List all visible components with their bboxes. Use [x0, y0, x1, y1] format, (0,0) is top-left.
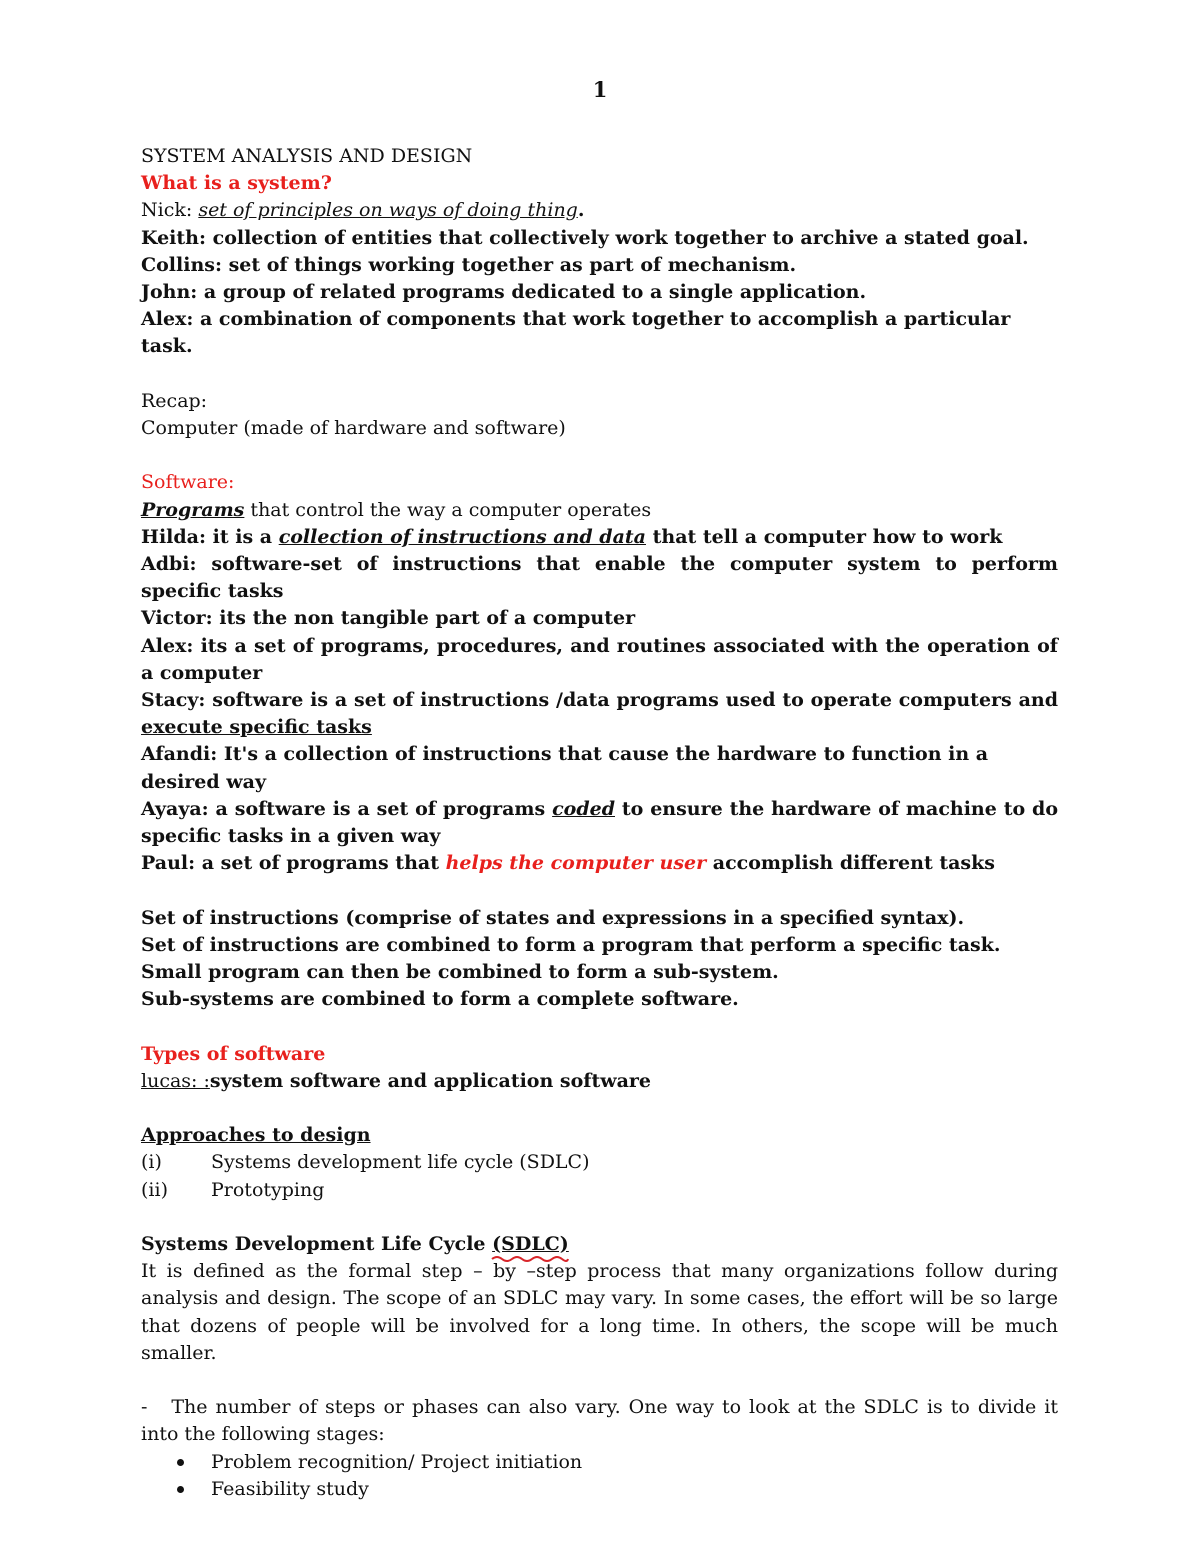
- keith-definition: Keith: collection of entities that collectively work together to archive a stated goal.: [141, 226, 1029, 249]
- document-body: [141, 143, 1065, 1503]
- nick-name: Nick:: [141, 199, 193, 222]
- approach-text: Prototyping: [211, 1178, 325, 1201]
- ayaya-definition: [141, 796, 1058, 850]
- ayaya-pre: Ayaya: a software is a set of programs: [141, 797, 553, 820]
- stage-text: Feasibility study: [211, 1477, 369, 1500]
- spacer: [141, 1095, 1058, 1122]
- instruction-line: Sub-systems are combined to form a complete software.: [141, 988, 739, 1011]
- stage-text: Problem recognition/ Project initiation: [211, 1450, 583, 1473]
- sdlc-definition: It is defined as the formal step – by –step process that many organizations follow during analysis and design. The scope of an SDLC may vary. In some cases, the effort will be so large that dozens of people will be involved for a long time. In others, the scope will be much smaller.: [141, 1260, 1058, 1364]
- instruction-line: Set of instructions are combined to form a program that perform a specific task.: [141, 933, 1001, 956]
- programs-word: Programs: [141, 498, 245, 521]
- spacer: [141, 361, 1058, 388]
- paul-highlight: helps the computer user: [445, 852, 707, 875]
- programs-rest: that control the way a computer operates: [244, 498, 652, 521]
- nick-text: set of principles on ways of doing thing: [198, 199, 578, 222]
- approach-number: (i): [141, 1151, 162, 1174]
- bullet-icon: [141, 1449, 211, 1476]
- page-number: 1: [592, 77, 608, 102]
- document-title: SYSTEM ANALYSIS AND DESIGN: [141, 145, 473, 167]
- bullet-icon: [141, 1476, 211, 1503]
- alex-software-definition: Alex: its a set of programs, procedures, and routines associated with the operation of a computer: [141, 634, 1058, 684]
- lucas-text: system software and application software: [209, 1069, 651, 1092]
- software-heading: Software:: [141, 471, 235, 494]
- instruction-line: Set of instructions (comprise of states and expressions in a specified syntax).: [141, 906, 965, 929]
- spellcheck-squiggle: [490, 1255, 570, 1263]
- recap-label: Recap:: [141, 389, 208, 412]
- spacer: [141, 1204, 1058, 1231]
- types-heading: Types of software: [141, 1042, 326, 1065]
- spacer: [141, 442, 1058, 469]
- paul-definition: [141, 850, 1058, 877]
- approach-item: [141, 1177, 1058, 1204]
- spacer: [141, 1013, 1058, 1040]
- stage-item: [141, 1449, 1058, 1476]
- approach-number: (ii): [141, 1178, 168, 1201]
- spacer: [141, 1367, 1058, 1394]
- alex-definition: Alex: a combination of components that work together to accomplish a particular task.: [141, 308, 1011, 358]
- lucas-name: lucas: :: [141, 1069, 210, 1092]
- nick-definition: [141, 197, 1058, 224]
- approach-text: Systems development life cycle (SDLC): [211, 1151, 590, 1174]
- hilda-definition: [141, 524, 1058, 551]
- ayaya-emphasis: coded: [552, 797, 615, 820]
- hilda-pre: Hilda: it is a: [141, 525, 279, 548]
- sdlc-heading: [141, 1231, 1058, 1258]
- lucas-line: [141, 1068, 1058, 1095]
- afandi-definition: Afandi: It's a collection of instructions that cause the hardware to function in a desired way: [141, 743, 989, 793]
- approach-item: [141, 1149, 1058, 1176]
- sdlc-heading-text: Systems Development Life Cycle: [141, 1233, 493, 1256]
- stacy-pre: Stacy: software is a set of instructions /data programs used to operate computers and: [141, 689, 1058, 712]
- hilda-emphasis: collection of instructions and data: [278, 525, 646, 548]
- stage-item: [141, 1476, 1058, 1503]
- collins-definition: Collins: set of things working together as part of mechanism.: [141, 253, 797, 276]
- recap-text: Computer (made of hardware and software): [141, 417, 566, 440]
- paul-pre: Paul: a set of programs that: [141, 852, 446, 875]
- what-is-system-heading: What is a system?: [141, 172, 332, 195]
- paul-post: accomplish different tasks: [706, 852, 995, 875]
- stacy-definition: [141, 687, 1058, 741]
- adbi-definition: Adbi: software-set of instructions that enable the computer system to perform specific tasks: [141, 553, 1058, 603]
- sdlc-abbr-text: (SDLC): [492, 1233, 569, 1256]
- programs-line: [141, 497, 1058, 524]
- stacy-underlined: execute specific tasks: [141, 716, 372, 739]
- spacer: [141, 877, 1058, 904]
- instruction-line: Small program can then be combined to form a sub-system.: [141, 961, 779, 984]
- sdlc-abbreviation: [492, 1231, 569, 1258]
- victor-definition: Victor: its the non tangible part of a computer: [141, 607, 636, 630]
- sdlc-steps-paragraph: - The number of steps or phases can also vary. One way to look at the SDLC is to divide it into the following stages:: [141, 1396, 1065, 1446]
- john-definition: John: a group of related programs dedicated to a single application.: [141, 281, 867, 304]
- hilda-post: that tell a computer how to work: [645, 525, 1003, 548]
- nick-end: .: [577, 199, 585, 222]
- approaches-heading: Approaches to design: [141, 1124, 371, 1147]
- ayaya-post: to ensure the hardware of machine to do specific tasks in a given way: [141, 797, 1058, 848]
